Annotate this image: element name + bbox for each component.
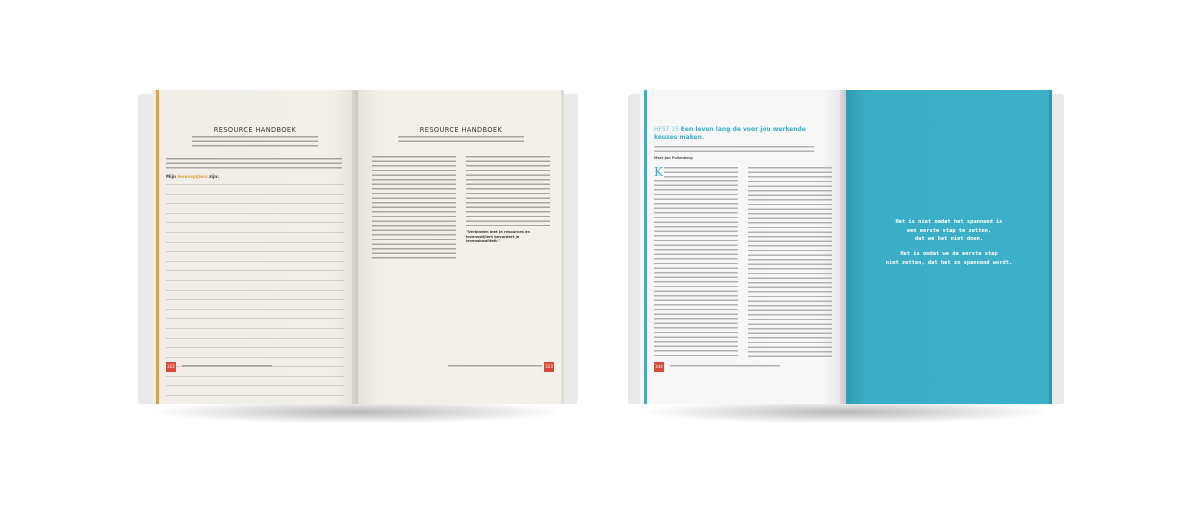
book2-left-page (640, 90, 846, 404)
book2-left-column-1b (654, 180, 738, 356)
prompt-highlight: levenspijlers (177, 174, 208, 179)
book1-left-page-number: 322 (166, 362, 176, 372)
teal-spine-stripe (644, 90, 647, 404)
book2-left-page-number: 344 (654, 362, 664, 372)
book-quote-spread (628, 90, 1064, 410)
book1-right-title: RESOURCE HANDBOEK (419, 126, 503, 134)
book2-left-column-1 (664, 167, 738, 179)
quote-line-5: niet zetten, dat het zo spannend wordt. (885, 259, 1013, 266)
chapter-title-line2: keuzes maken. (654, 134, 705, 141)
book1-right-column-2 (466, 156, 550, 226)
book1-right-intro (398, 136, 524, 145)
book1-right-page (358, 90, 564, 404)
book1-right-bold-line: "Verbinden met je resources en levensstijlers bevordert je levenskwaliteit." (466, 230, 531, 244)
book1-left-page (152, 90, 358, 404)
quote-line-2: een eerste stap te zetten, (906, 227, 992, 234)
book2-left-footer (670, 365, 780, 368)
quote-line-3: dat we het niet doen. (914, 236, 984, 243)
chapter-epigraph (654, 146, 814, 155)
book1-left-title: RESOURCE HANDBOEK (213, 126, 297, 134)
book-resource-handboek (138, 90, 578, 410)
drop-cap: K (654, 165, 663, 179)
quote-block-2 (846, 250, 1052, 267)
book1-right-column-1 (372, 156, 456, 262)
book1-left-footer (182, 365, 272, 368)
writing-lines (166, 184, 344, 404)
chapter-author: Marc-Jan Pullenberg (654, 156, 693, 160)
book2-page-edges (1049, 90, 1052, 404)
chapter-title-line1: Een leven lang de voor jou werkende (680, 126, 806, 133)
book1-left-paragraph (166, 158, 342, 172)
prompt-label: Mijn (166, 174, 177, 179)
quote-block-1 (846, 218, 1052, 244)
orange-spine-stripe (156, 90, 159, 404)
book2-right-page (846, 90, 1052, 404)
book1-right-page-number: 323 (544, 362, 554, 372)
book1-right-footer (448, 365, 542, 368)
quote-line-4: Het is omdat we de eerste stap (900, 251, 998, 257)
book1-page-edges (561, 90, 564, 404)
chapter-prefix: HFST 15 (654, 126, 679, 133)
book2-left-column-2 (748, 167, 832, 357)
book1-prompt (166, 174, 219, 179)
chapter-heading (654, 126, 806, 134)
book1-left-intro (192, 136, 318, 150)
quote-line-1: Het is niet omdat het spannend is (895, 219, 1003, 225)
prompt-tail: zijn: (209, 174, 219, 179)
